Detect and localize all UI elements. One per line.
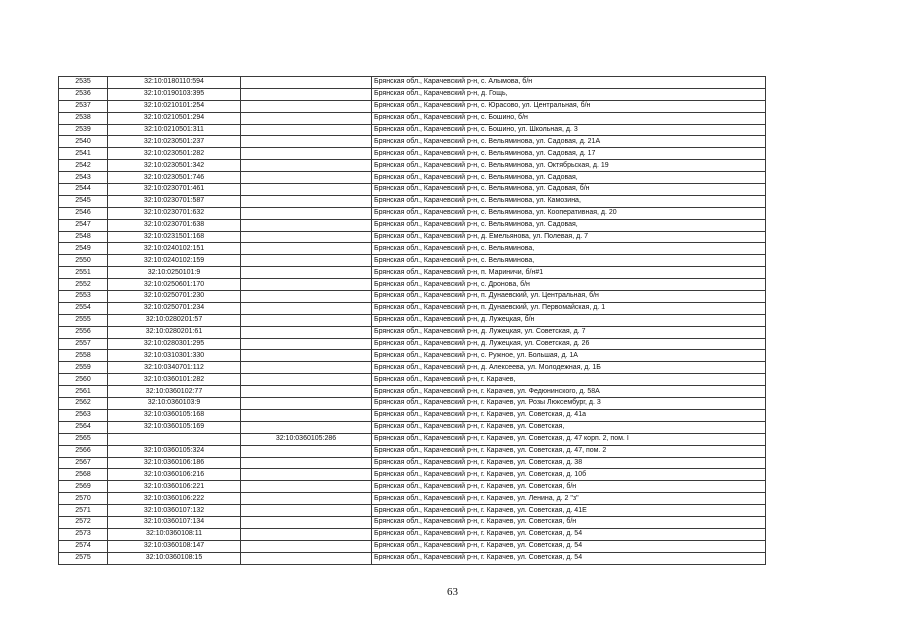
table-row — [59, 255, 766, 267]
row-number-cell: 2538 — [59, 112, 108, 124]
row-number-cell: 2549 — [59, 243, 108, 255]
row-number-cell: 2558 — [59, 350, 108, 362]
address-cell: Брянская обл., Карачевский р-н, г. Карачев, ул. Советская, д. 10б — [372, 469, 766, 481]
cadastral-number-cell: 32:10:0360105:169 — [108, 421, 241, 433]
table-row — [59, 302, 766, 314]
secondary-cadastral-cell — [241, 267, 372, 279]
address-cell: Брянская обл., Карачевский р-н, с. Дронова, б/н — [372, 279, 766, 291]
address-cell: Брянская обл., Карачевский р-н, г. Карачев, ул. Советская, д. 54 — [372, 540, 766, 552]
cadastral-number-cell: 32:10:0310301:330 — [108, 350, 241, 362]
secondary-cadastral-cell — [241, 124, 372, 136]
address-cell: Брянская обл., Карачевский р-н, с. Вельяминова, ул. Садовая, д. 21А — [372, 136, 766, 148]
row-number-cell: 2569 — [59, 481, 108, 493]
address-cell: Брянская обл., Карачевский р-н, г. Карачев, ул. Советская, д. 41Е — [372, 505, 766, 517]
row-number-cell: 2557 — [59, 338, 108, 350]
row-number-cell: 2572 — [59, 516, 108, 528]
table-row — [59, 505, 766, 517]
row-number-cell: 2535 — [59, 77, 108, 89]
table-row — [59, 172, 766, 184]
secondary-cadastral-cell — [241, 184, 372, 196]
address-cell: Брянская обл., Карачевский р-н, с. Вельяминова, — [372, 243, 766, 255]
row-number-cell: 2542 — [59, 160, 108, 172]
cadastral-number-cell: 32:10:0250101:9 — [108, 267, 241, 279]
cadastral-number-cell: 32:10:0240102:151 — [108, 243, 241, 255]
address-cell: Брянская обл., Карачевский р-н, с. Вельяминова, ул. Камозина, — [372, 195, 766, 207]
table-row — [59, 540, 766, 552]
row-number-cell: 2566 — [59, 445, 108, 457]
address-cell: Брянская обл., Карачевский р-н, г. Карачев, ул. Советская, д. 41а — [372, 409, 766, 421]
row-number-cell: 2537 — [59, 100, 108, 112]
cadastral-number-cell: 32:10:0360106:221 — [108, 481, 241, 493]
address-cell: Брянская обл., Карачевский р-н, п. Дунаевский, ул. Первомайская, д. 1 — [372, 302, 766, 314]
cadastral-number-cell: 32:10:0280201:61 — [108, 326, 241, 338]
cadastral-number-cell — [108, 433, 241, 445]
cadastral-number-cell: 32:10:0340701:112 — [108, 362, 241, 374]
table-row — [59, 481, 766, 493]
address-cell: Брянская обл., Карачевский р-н, г. Карачев, ул. Советская, б/н — [372, 481, 766, 493]
secondary-cadastral-cell — [241, 100, 372, 112]
secondary-cadastral-cell — [241, 350, 372, 362]
address-cell: Брянская обл., Карачевский р-н, д. Лужецкая, б/н — [372, 314, 766, 326]
table-row — [59, 326, 766, 338]
cadastral-number-cell: 32:10:0360105:168 — [108, 409, 241, 421]
table-row — [59, 552, 766, 564]
secondary-cadastral-cell — [241, 552, 372, 564]
secondary-cadastral-cell — [241, 148, 372, 160]
table-row — [59, 350, 766, 362]
cadastral-number-cell: 32:10:0230701:587 — [108, 195, 241, 207]
cadastral-number-cell: 32:10:0360108:11 — [108, 528, 241, 540]
address-cell: Брянская обл., Карачевский р-н, г. Карачев, ул. Советская, д. 54 — [372, 552, 766, 564]
table-row — [59, 374, 766, 386]
cadastral-number-cell: 32:10:0360101:282 — [108, 374, 241, 386]
secondary-cadastral-cell — [241, 207, 372, 219]
table-row — [59, 243, 766, 255]
row-number-cell: 2545 — [59, 195, 108, 207]
cadastral-number-cell: 32:10:0190103:395 — [108, 88, 241, 100]
secondary-cadastral-cell — [241, 374, 372, 386]
row-number-cell: 2555 — [59, 314, 108, 326]
row-number-cell: 2550 — [59, 255, 108, 267]
address-cell: Брянская обл., Карачевский р-н, г. Карачев, ул. Федюнинского, д. 58А — [372, 386, 766, 398]
secondary-cadastral-cell — [241, 398, 372, 410]
address-cell: Брянская обл., Карачевский р-н, с. Алымова, б/н — [372, 77, 766, 89]
cadastral-number-cell: 32:10:0250701:230 — [108, 291, 241, 303]
secondary-cadastral-cell — [241, 516, 372, 528]
row-number-cell: 2548 — [59, 231, 108, 243]
row-number-cell: 2564 — [59, 421, 108, 433]
secondary-cadastral-cell — [241, 302, 372, 314]
table-row — [59, 219, 766, 231]
table-row — [59, 457, 766, 469]
address-cell: Брянская обл., Карачевский р-н, с. Вельяминова, ул. Садовая, д. 17 — [372, 148, 766, 160]
address-cell: Брянская обл., Карачевский р-н, с. Вельяминова, — [372, 255, 766, 267]
row-number-cell: 2536 — [59, 88, 108, 100]
cadastral-number-cell: 32:10:0360107:132 — [108, 505, 241, 517]
secondary-cadastral-cell — [241, 481, 372, 493]
row-number-cell: 2546 — [59, 207, 108, 219]
cadastral-number-cell: 32:10:0360103:9 — [108, 398, 241, 410]
secondary-cadastral-cell — [241, 445, 372, 457]
cadastral-number-cell: 32:10:0240102:159 — [108, 255, 241, 267]
cadastral-number-cell: 32:10:0180110:594 — [108, 77, 241, 89]
secondary-cadastral-cell — [241, 112, 372, 124]
address-cell: Брянская обл., Карачевский р-н, с. Юрасово, ул. Центральная, б/н — [372, 100, 766, 112]
row-number-cell: 2553 — [59, 291, 108, 303]
address-cell: Брянская обл., Карачевский р-н, с. Вельяминова, ул. Садовая, б/н — [372, 184, 766, 196]
secondary-cadastral-cell — [241, 77, 372, 89]
table-row — [59, 148, 766, 160]
secondary-cadastral-cell: 32:10:0360105:286 — [241, 433, 372, 445]
secondary-cadastral-cell — [241, 326, 372, 338]
row-number-cell: 2573 — [59, 528, 108, 540]
address-cell: Брянская обл., Карачевский р-н, г. Карачев, ул. Советская, д. 54 — [372, 528, 766, 540]
table-row — [59, 528, 766, 540]
address-cell: Брянская обл., Карачевский р-н, г. Карачев, ул. Советская, д. 38 — [372, 457, 766, 469]
row-number-cell: 2575 — [59, 552, 108, 564]
cadastral-number-cell: 32:10:0210501:294 — [108, 112, 241, 124]
row-number-cell: 2562 — [59, 398, 108, 410]
address-cell: Брянская обл., Карачевский р-н, д. Алексеева, ул. Молодежная, д. 1Б — [372, 362, 766, 374]
table-row — [59, 338, 766, 350]
address-cell: Брянская обл., Карачевский р-н, п. Дунаевский, ул. Центральная, б/н — [372, 291, 766, 303]
row-number-cell: 2571 — [59, 505, 108, 517]
secondary-cadastral-cell — [241, 172, 372, 184]
table-row — [59, 421, 766, 433]
table-row — [59, 160, 766, 172]
table-row — [59, 291, 766, 303]
secondary-cadastral-cell — [241, 505, 372, 517]
table-row — [59, 231, 766, 243]
cadastral-number-cell: 32:10:0210101:254 — [108, 100, 241, 112]
cadastral-number-cell: 32:10:0230701:632 — [108, 207, 241, 219]
row-number-cell: 2574 — [59, 540, 108, 552]
address-cell: Брянская обл., Карачевский р-н, д. Лужецкая, ул. Советская, д. 26 — [372, 338, 766, 350]
secondary-cadastral-cell — [241, 469, 372, 481]
secondary-cadastral-cell — [241, 255, 372, 267]
table-row — [59, 445, 766, 457]
row-number-cell: 2554 — [59, 302, 108, 314]
table-row — [59, 195, 766, 207]
table-row — [59, 112, 766, 124]
row-number-cell: 2543 — [59, 172, 108, 184]
secondary-cadastral-cell — [241, 195, 372, 207]
address-cell: Брянская обл., Карачевский р-н, с. Вельяминова, ул. Садовая, — [372, 172, 766, 184]
secondary-cadastral-cell — [241, 457, 372, 469]
address-cell: Брянская обл., Карачевский р-н, д. Гощь, — [372, 88, 766, 100]
row-number-cell: 2547 — [59, 219, 108, 231]
row-number-cell: 2561 — [59, 386, 108, 398]
row-number-cell: 2539 — [59, 124, 108, 136]
secondary-cadastral-cell — [241, 88, 372, 100]
address-cell: Брянская обл., Карачевский р-н, с. Вельяминова, ул. Кооперативная, д. 20 — [372, 207, 766, 219]
address-cell: Брянская обл., Карачевский р-н, п. Мариничи, б/н#1 — [372, 267, 766, 279]
table-row — [59, 398, 766, 410]
table-row — [59, 314, 766, 326]
secondary-cadastral-cell — [241, 540, 372, 552]
address-cell: Брянская обл., Карачевский р-н, д. Емельянова, ул. Полевая, д. 7 — [372, 231, 766, 243]
table-row — [59, 136, 766, 148]
secondary-cadastral-cell — [241, 291, 372, 303]
row-number-cell: 2552 — [59, 279, 108, 291]
row-number-cell: 2556 — [59, 326, 108, 338]
row-number-cell: 2544 — [59, 184, 108, 196]
table-row — [59, 207, 766, 219]
address-cell: Брянская обл., Карачевский р-н, с. Вельяминова, ул. Садовая, — [372, 219, 766, 231]
row-number-cell: 2567 — [59, 457, 108, 469]
table-row — [59, 516, 766, 528]
address-cell: Брянская обл., Карачевский р-н, г. Карачев, ул. Советская, б/н — [372, 516, 766, 528]
cadastral-number-cell: 32:10:0230501:237 — [108, 136, 241, 148]
address-cell: Брянская обл., Карачевский р-н, г. Карачев, — [372, 374, 766, 386]
table-row — [59, 267, 766, 279]
cadastral-number-cell: 32:10:0280301:295 — [108, 338, 241, 350]
table-row — [59, 77, 766, 89]
secondary-cadastral-cell — [241, 386, 372, 398]
secondary-cadastral-cell — [241, 219, 372, 231]
table-row — [59, 386, 766, 398]
cadastral-number-cell: 32:10:0360102:77 — [108, 386, 241, 398]
secondary-cadastral-cell — [241, 528, 372, 540]
secondary-cadastral-cell — [241, 136, 372, 148]
cadastral-number-cell: 32:10:0360105:324 — [108, 445, 241, 457]
cadastral-table — [58, 76, 766, 565]
secondary-cadastral-cell — [241, 362, 372, 374]
cadastral-number-cell: 32:10:0360108:15 — [108, 552, 241, 564]
cadastral-number-cell: 32:10:0250601:170 — [108, 279, 241, 291]
table-row — [59, 124, 766, 136]
cadastral-number-cell: 32:10:0230501:342 — [108, 160, 241, 172]
row-number-cell: 2559 — [59, 362, 108, 374]
cadastral-number-cell: 32:10:0250701:234 — [108, 302, 241, 314]
cadastral-number-cell: 32:10:0360108:147 — [108, 540, 241, 552]
row-number-cell: 2540 — [59, 136, 108, 148]
table-row — [59, 433, 766, 445]
cadastral-number-cell: 32:10:0280201:57 — [108, 314, 241, 326]
page-number: 63 — [447, 586, 458, 598]
table-row — [59, 493, 766, 505]
cadastral-number-cell: 32:10:0360106:216 — [108, 469, 241, 481]
address-cell: Брянская обл., Карачевский р-н, с. Вельяминова, ул. Октябрьская, д. 19 — [372, 160, 766, 172]
secondary-cadastral-cell — [241, 493, 372, 505]
address-cell: Брянская обл., Карачевский р-н, г. Карачев, ул. Розы Люксембург, д. 3 — [372, 398, 766, 410]
cadastral-number-cell: 32:10:0230501:746 — [108, 172, 241, 184]
cadastral-number-cell: 32:10:0360106:186 — [108, 457, 241, 469]
table-row — [59, 362, 766, 374]
address-cell: Брянская обл., Карачевский р-н, г. Карачев, ул. Советская, д. 47 корп. 2, пом. I — [372, 433, 766, 445]
secondary-cadastral-cell — [241, 160, 372, 172]
secondary-cadastral-cell — [241, 409, 372, 421]
cadastral-number-cell: 32:10:0230701:638 — [108, 219, 241, 231]
cadastral-number-cell: 32:10:0360107:134 — [108, 516, 241, 528]
row-number-cell: 2541 — [59, 148, 108, 160]
table-row — [59, 88, 766, 100]
address-cell: Брянская обл., Карачевский р-н, д. Лужецкая, ул. Советская, д. 7 — [372, 326, 766, 338]
row-number-cell: 2563 — [59, 409, 108, 421]
table-row — [59, 409, 766, 421]
address-cell: Брянская обл., Карачевский р-н, с. Бошино, ул. Школьная, д. 3 — [372, 124, 766, 136]
row-number-cell: 2560 — [59, 374, 108, 386]
secondary-cadastral-cell — [241, 243, 372, 255]
cadastral-number-cell: 32:10:0360106:222 — [108, 493, 241, 505]
table-row — [59, 184, 766, 196]
address-cell: Брянская обл., Карачевский р-н, г. Карачев, ул. Советская, — [372, 421, 766, 433]
row-number-cell: 2565 — [59, 433, 108, 445]
table-row — [59, 469, 766, 481]
cadastral-number-cell: 32:10:0230701:461 — [108, 184, 241, 196]
address-cell: Брянская обл., Карачевский р-н, с. Бошино, б/н — [372, 112, 766, 124]
table-row — [59, 100, 766, 112]
secondary-cadastral-cell — [241, 231, 372, 243]
cadastral-table-body — [59, 77, 766, 565]
secondary-cadastral-cell — [241, 314, 372, 326]
secondary-cadastral-cell — [241, 279, 372, 291]
cadastral-number-cell: 32:10:0230501:282 — [108, 148, 241, 160]
secondary-cadastral-cell — [241, 421, 372, 433]
row-number-cell: 2570 — [59, 493, 108, 505]
address-cell: Брянская обл., Карачевский р-н, г. Карачев, ул. Советская, д. 47, пом. 2 — [372, 445, 766, 457]
secondary-cadastral-cell — [241, 338, 372, 350]
row-number-cell: 2551 — [59, 267, 108, 279]
cadastral-number-cell: 32:10:0231501:168 — [108, 231, 241, 243]
cadastral-number-cell: 32:10:0210501:311 — [108, 124, 241, 136]
address-cell: Брянская обл., Карачевский р-н, с. Ружное, ул. Большая, д. 1А — [372, 350, 766, 362]
table-row — [59, 279, 766, 291]
row-number-cell: 2568 — [59, 469, 108, 481]
address-cell: Брянская обл., Карачевский р-н, г. Карачев, ул. Ленина, д. 2 "з" — [372, 493, 766, 505]
